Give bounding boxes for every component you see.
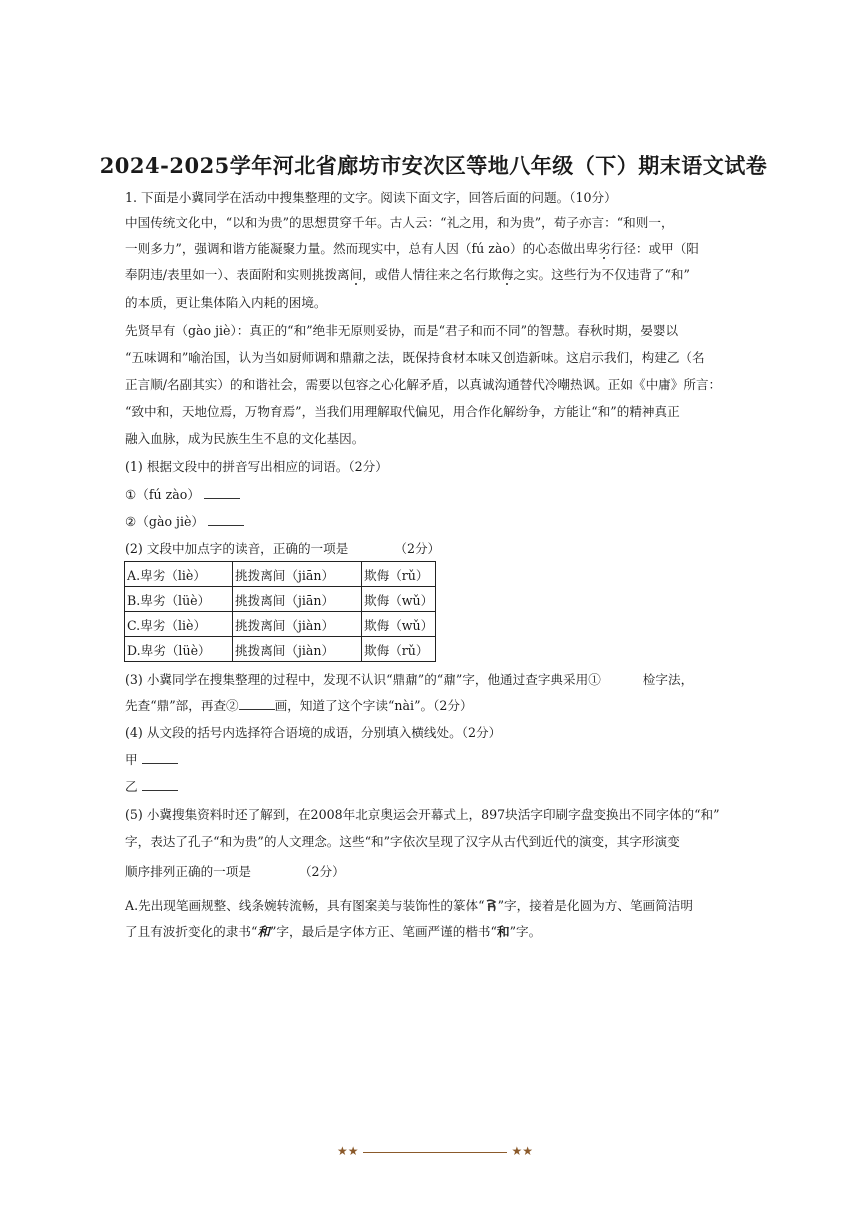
subquestion-4-a xyxy=(125,751,745,769)
answer-blank[interactable] xyxy=(208,513,244,526)
text-span: 检字法， xyxy=(642,672,694,687)
option-cell: 挑拨离间（jiān） xyxy=(233,562,362,587)
answer-blank[interactable] xyxy=(239,697,275,710)
option-cell: B.卑劣（lüè） xyxy=(125,587,233,612)
dotted-char: 侮 xyxy=(500,267,514,282)
text-span: ，或借人情往来之名行欺 xyxy=(362,267,501,282)
text-span: ”字，接着是化圆为方、笔画简洁明 xyxy=(497,898,693,913)
subquestion-1-a xyxy=(125,486,745,504)
subquestion-5-line3 xyxy=(125,863,745,881)
subquestion-4-b xyxy=(125,778,745,796)
text-span: 画，知道了这个字读“nài”。（2分） xyxy=(274,698,473,713)
star-icon: ★★ xyxy=(337,1144,359,1158)
table-row[interactable] xyxy=(125,587,436,612)
exam-title: 2024-2025学年河北省廊坊市安次区等地八年级（下）期末语文试卷 xyxy=(99,153,768,178)
option-cell: C.卑劣（liè） xyxy=(125,612,233,637)
subquestion-3-line1 xyxy=(125,671,745,689)
text-span: 行径：或甲（阳 xyxy=(610,241,699,256)
text-span: 乙 xyxy=(125,779,138,794)
dotted-char: 间 xyxy=(349,267,363,282)
score-label: （2分） xyxy=(298,864,345,879)
text-span: ①（fú zào） xyxy=(125,487,200,502)
text-span: 顺序排列正确的一项是 xyxy=(125,864,251,879)
passage-p2-line3: 正言顺/名副其实）的和谐社会，需要以包容之心化解矛盾，以真诚沟通替代冷嘲热讽。正如《中庸》所言： xyxy=(125,377,722,392)
subquestion-2-stem xyxy=(125,540,745,558)
answer-blank[interactable] xyxy=(142,778,178,791)
answer-blank[interactable] xyxy=(204,486,240,499)
option-cell: 挑拨离间（jiān） xyxy=(233,587,362,612)
table-row[interactable] xyxy=(125,637,436,662)
subquestion-1-stem: (1) 根据文段中的拼音写出相应的词语。（2分） xyxy=(125,459,388,474)
text-span: ②（gào jiè） xyxy=(125,514,205,529)
option-cell: 挑拨离间（jiàn） xyxy=(233,612,362,637)
star-icon: ★★ xyxy=(511,1144,533,1158)
text-span: (3) 小冀同学在搜集整理的过程中，发现不认识“鼎鼐”的“鼐”字，他通过查字典采用① xyxy=(125,672,601,687)
text-span: 甲 xyxy=(125,752,138,767)
subquestion-3-line2 xyxy=(125,697,745,715)
passage-p2-line2: “五味调和”喻治国，认为当如厨师调和鼎鼐之法，既保持食材本味又创造新味。这启示我们，构建乙（名 xyxy=(125,350,705,365)
passage-p2-line1: 先贤早有（gào jiè）：真正的“和”绝非无原则妥协，而是“君子和而不同”的智慧。春秋时期，晏婴以 xyxy=(125,323,679,338)
option-cell: 欺侮（wǔ） xyxy=(362,587,436,612)
regular-script-glyph: 和 xyxy=(496,924,510,939)
dotted-char: 劣 xyxy=(598,241,611,256)
table-row[interactable] xyxy=(125,562,436,587)
option-cell: 欺侮（wǔ） xyxy=(362,612,436,637)
divider xyxy=(363,1152,507,1153)
score-label: （2分） xyxy=(394,541,441,556)
passage-p1-line2 xyxy=(125,240,745,258)
text-span: ”字。 xyxy=(509,924,542,939)
text-span: (2) 文段中加点字的读音，正确的一项是 xyxy=(125,541,349,556)
answer-blank[interactable] xyxy=(142,751,178,764)
text-span: 了且有波折变化的隶书“ xyxy=(125,924,258,939)
option-a-line2 xyxy=(125,923,745,941)
text-span: 一则多力”，强调和谐方能凝聚力量。然而现实中，总有人因（fú zào）的心态做出卑 xyxy=(125,241,599,256)
table-row[interactable] xyxy=(125,612,436,637)
passage-p1-line3 xyxy=(125,266,745,284)
passage-p1-line4: 的本质，更让集体陷入内耗的困境。 xyxy=(125,295,327,310)
options-table xyxy=(124,561,436,662)
option-cell: 挑拨离间（jiàn） xyxy=(233,637,362,662)
seal-script-glyph-icon xyxy=(485,899,498,912)
passage-p2-line5: 融入血脉，成为民族生生不息的文化基因。 xyxy=(125,431,365,446)
subquestion-5-line2: 字，表达了孔子“和为贵”的人文理念。这些“和”字依次呈现了汉字从古代到近代的演变，其字形演变 xyxy=(125,834,680,849)
option-a-line1 xyxy=(125,897,745,915)
clerical-script-glyph: 和 xyxy=(257,924,270,939)
footer-ornament xyxy=(337,1144,533,1160)
text-span: A.先出现笔画规整、线条婉转流畅，具有图案美与装饰性的篆体“ xyxy=(125,898,485,913)
text-span: 之实。这些行为不仅违背了“和” xyxy=(513,267,690,282)
option-cell: A.卑劣（liè） xyxy=(125,562,233,587)
option-cell: 欺侮（rǔ） xyxy=(362,562,436,587)
subquestion-1-b xyxy=(125,513,745,531)
subquestion-4-stem: (4) 从文段的括号内选择符合语境的成语，分别填入横线处。（2分） xyxy=(125,725,502,740)
option-cell: D.卑劣（lüè） xyxy=(125,637,233,662)
passage-p2-line4: “致中和，天地位焉，万物育焉”，当我们用理解取代偏见，用合作化解纷争，方能让“和”的精神真正 xyxy=(125,404,680,419)
option-cell: 欺侮（rǔ） xyxy=(362,637,436,662)
text-span: ”字，最后是字体方正、笔画严谨的楷书“ xyxy=(269,924,497,939)
text-span: 先查“鼎”部，再查② xyxy=(125,698,239,713)
subquestion-5-line1: (5) 小冀搜集资料时还了解到，在2008年北京奥运会开幕式上，897块活字印刷字盘变换出不同字体的“和” xyxy=(125,807,720,822)
question-1-intro: 1. 下面是小冀同学在活动中搜集整理的文字。阅读下面文字，回答后面的问题。（10分） xyxy=(125,190,617,205)
text-span: 奉阴违/表里如一）、表面附和实则挑拨离 xyxy=(125,267,350,282)
passage-p1-line1: 中国传统文化中，“以和为贵”的思想贯穿千年。古人云：“礼之用，和为贵”，荀子亦言：“和则一， xyxy=(125,215,674,230)
